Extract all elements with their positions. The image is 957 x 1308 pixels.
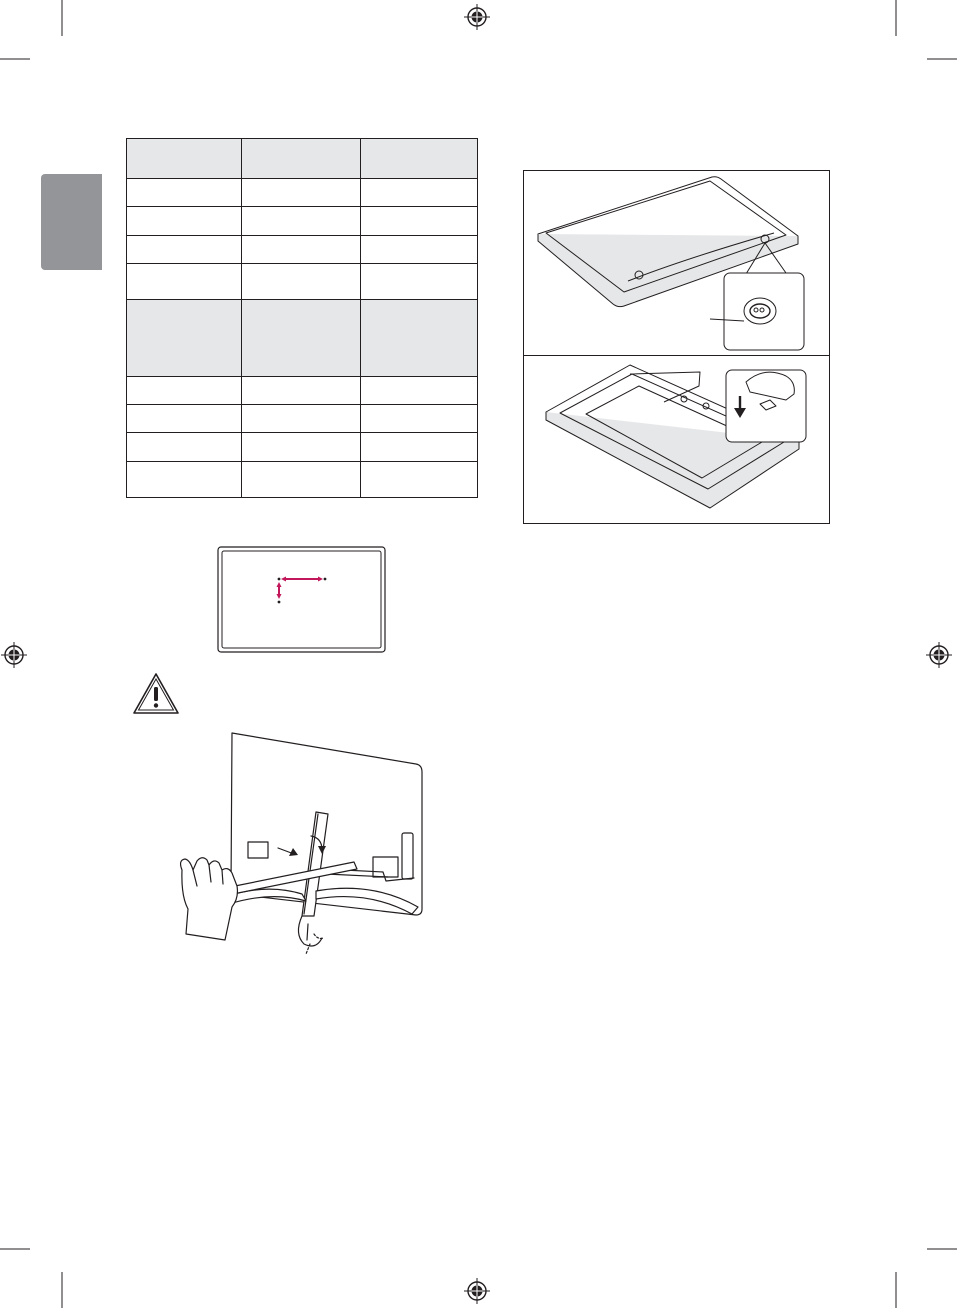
table-cell — [361, 236, 478, 264]
table-cell — [242, 179, 361, 207]
table-cell — [242, 207, 361, 236]
table-cell — [127, 300, 242, 377]
vesa-diagram — [217, 546, 387, 654]
table-header-row — [127, 139, 478, 179]
table-cell — [242, 300, 361, 377]
table-cell — [127, 462, 242, 498]
spec-table — [126, 138, 478, 498]
table-cell — [361, 462, 478, 498]
table-row — [127, 405, 478, 433]
table-row — [127, 264, 478, 300]
stand-removal-illustration — [176, 726, 426, 958]
section-tab — [41, 174, 102, 270]
table-header-cell — [361, 139, 478, 179]
registration-mark-icon — [926, 642, 952, 668]
table-cell — [127, 433, 242, 462]
table-cell — [127, 405, 242, 433]
table-cell — [127, 179, 242, 207]
table-cell — [242, 264, 361, 300]
caution-triangle-icon — [132, 672, 180, 715]
registration-mark-icon — [464, 4, 490, 30]
mount-plate-right — [373, 857, 398, 877]
table-cell — [361, 433, 478, 462]
stand-base-right — [316, 888, 418, 914]
table-row — [127, 179, 478, 207]
tv-lying-illustration — [524, 171, 829, 355]
table-cell — [361, 405, 478, 433]
table-cell — [242, 433, 361, 462]
table-cell — [127, 264, 242, 300]
table-cell — [361, 264, 478, 300]
table-row — [127, 236, 478, 264]
table-header-cell — [242, 139, 361, 179]
registration-mark-icon — [464, 1278, 490, 1304]
registration-mark-icon — [1, 642, 27, 668]
tv-back-figure — [523, 170, 830, 524]
table-row — [127, 433, 478, 462]
tv-mount-illustration — [524, 356, 829, 523]
table-cell — [361, 179, 478, 207]
table-cell — [127, 377, 242, 405]
table-row — [127, 377, 478, 405]
stand-bar-bottom — [298, 916, 322, 946]
cable-clip — [402, 833, 413, 879]
mount-plate-left — [248, 842, 268, 858]
table-row — [127, 207, 478, 236]
table-cell — [127, 236, 242, 264]
table-cell — [242, 236, 361, 264]
table-cell — [127, 207, 242, 236]
table-header-cell — [127, 139, 242, 179]
table-row — [127, 300, 478, 377]
table-cell — [242, 405, 361, 433]
table-cell — [361, 377, 478, 405]
table-cell — [242, 462, 361, 498]
table-row — [127, 462, 478, 498]
table-cell — [361, 207, 478, 236]
table-cell — [242, 377, 361, 405]
table-cell — [361, 300, 478, 377]
